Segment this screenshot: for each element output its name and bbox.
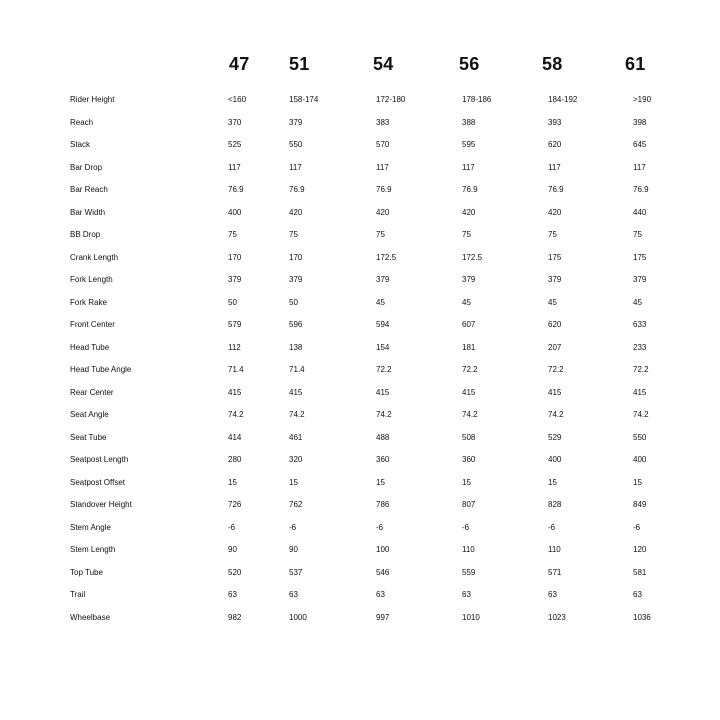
table-cell: 607 xyxy=(462,320,476,329)
table-cell: 828 xyxy=(548,500,562,509)
table-cell: 45 xyxy=(633,297,642,307)
table-cell: 170 xyxy=(228,252,242,262)
row-label: Stack xyxy=(70,140,91,149)
table-cell: 550 xyxy=(633,432,647,442)
table-cell: 546 xyxy=(376,567,390,577)
table-cell: 50 xyxy=(228,297,237,307)
table-row xyxy=(0,340,720,356)
table-cell: 117 xyxy=(462,162,475,172)
table-cell: 398 xyxy=(633,117,647,127)
table-cell: 379 xyxy=(548,275,562,284)
size-heading: 51 xyxy=(289,54,310,74)
table-cell: 154 xyxy=(376,342,390,352)
table-cell: <160 xyxy=(228,95,247,104)
table-cell: 72.2 xyxy=(633,365,649,374)
table-cell: 63 xyxy=(462,590,471,599)
table-cell: 414 xyxy=(228,432,242,442)
table-cell: 415 xyxy=(289,387,303,397)
table-cell: 595 xyxy=(462,140,476,149)
row-label: Wheelbase xyxy=(70,612,111,622)
table-row xyxy=(0,182,720,198)
table-row xyxy=(0,227,720,243)
table-cell: 74.2 xyxy=(633,410,649,419)
table-cell: 461 xyxy=(289,432,303,442)
table-cell: 71.4 xyxy=(289,365,305,374)
table-cell: 440 xyxy=(633,207,647,217)
table-cell: 594 xyxy=(376,320,390,329)
table-row xyxy=(0,160,720,176)
row-label: Fork Rake xyxy=(70,297,107,307)
table-cell: 74.2 xyxy=(228,410,244,419)
table-cell: 420 xyxy=(548,207,562,217)
table-cell: 982 xyxy=(228,612,242,622)
table-row xyxy=(0,272,720,288)
row-label: Rear Center xyxy=(70,387,114,397)
table-cell: 50 xyxy=(289,297,298,307)
table-cell: 138 xyxy=(289,342,303,352)
table-cell: 76.9 xyxy=(289,185,305,194)
table-cell: 529 xyxy=(548,432,562,442)
table-row xyxy=(0,115,720,131)
table-cell: 15 xyxy=(633,477,642,487)
table-cell: 571 xyxy=(548,567,562,577)
table-cell: 117 xyxy=(633,162,646,172)
table-cell: 393 xyxy=(548,117,562,127)
table-cell: 379 xyxy=(633,275,647,284)
table-cell: 117 xyxy=(376,162,389,172)
table-cell: 633 xyxy=(633,320,647,329)
table-row xyxy=(0,317,720,333)
table-cell: 233 xyxy=(633,342,647,352)
table-cell: 74.2 xyxy=(289,410,305,419)
table-cell: 762 xyxy=(289,500,303,509)
table-cell: 726 xyxy=(228,500,242,509)
table-cell: 383 xyxy=(376,117,390,127)
table-cell: -6 xyxy=(462,522,470,532)
table-cell: -6 xyxy=(633,522,641,532)
table-cell: 71.4 xyxy=(228,365,244,374)
table-cell: 90 xyxy=(228,545,237,554)
table-row xyxy=(0,137,720,153)
size-heading: 58 xyxy=(542,54,563,74)
table-cell: 181 xyxy=(462,342,476,352)
table-cell: 508 xyxy=(462,432,476,442)
table-cell: 1000 xyxy=(289,612,307,622)
table-cell: 172.5 xyxy=(462,252,483,262)
table-cell: 400 xyxy=(633,455,647,464)
table-cell: 76.9 xyxy=(228,185,244,194)
row-label: Front Center xyxy=(70,320,115,329)
table-cell: 117 xyxy=(228,162,241,172)
table-cell: 537 xyxy=(289,567,303,577)
table-cell: 175 xyxy=(633,252,647,262)
table-row xyxy=(0,407,720,423)
table-cell: 620 xyxy=(548,320,562,329)
table-cell: 997 xyxy=(376,612,390,622)
table-row xyxy=(0,92,720,108)
size-heading: 54 xyxy=(373,54,394,74)
table-cell: 15 xyxy=(462,477,471,487)
table-cell: -6 xyxy=(376,522,384,532)
size-heading: 56 xyxy=(459,54,480,74)
table-cell: 415 xyxy=(228,387,242,397)
table-cell: 415 xyxy=(462,387,476,397)
table-row xyxy=(0,497,720,513)
table-cell: 207 xyxy=(548,342,562,352)
table-cell: 110 xyxy=(548,545,561,554)
table-cell: 388 xyxy=(462,117,476,127)
table-cell: -6 xyxy=(228,522,236,532)
table-cell: 525 xyxy=(228,140,242,149)
table-cell: 63 xyxy=(376,590,385,599)
table-cell: 379 xyxy=(228,275,242,284)
table-cell: 559 xyxy=(462,567,476,577)
table-cell: 570 xyxy=(376,140,390,149)
table-cell: 72.2 xyxy=(548,365,564,374)
table-cell: 63 xyxy=(289,590,298,599)
row-label: Fork Length xyxy=(70,275,113,284)
table-row xyxy=(0,250,720,266)
table-cell: 75 xyxy=(289,230,298,239)
table-row xyxy=(0,520,720,536)
table-cell: 1010 xyxy=(462,612,480,622)
table-cell: 184-192 xyxy=(548,95,578,104)
table-cell: 400 xyxy=(228,207,242,217)
table-cell: 379 xyxy=(376,275,390,284)
row-label: Bar Drop xyxy=(70,162,103,172)
size-header-row xyxy=(0,54,720,80)
table-cell: 15 xyxy=(289,477,298,487)
table-cell: 15 xyxy=(376,477,385,487)
table-cell: 786 xyxy=(376,500,390,509)
table-cell: 15 xyxy=(228,477,237,487)
row-label: Reach xyxy=(70,117,94,127)
table-row xyxy=(0,205,720,221)
table-cell: 420 xyxy=(462,207,476,217)
table-cell: 76.9 xyxy=(462,185,478,194)
table-cell: 45 xyxy=(462,297,471,307)
table-cell: 849 xyxy=(633,500,647,509)
table-cell: 75 xyxy=(228,230,237,239)
table-cell: 75 xyxy=(462,230,471,239)
row-label: Seat Tube xyxy=(70,432,107,442)
table-cell: 620 xyxy=(548,140,562,149)
table-cell: 280 xyxy=(228,455,242,464)
table-row xyxy=(0,565,720,581)
table-cell: 370 xyxy=(228,117,242,127)
table-cell: 1023 xyxy=(548,612,566,622)
row-label: BB Drop xyxy=(70,230,101,239)
table-cell: 75 xyxy=(376,230,385,239)
table-cell: 110 xyxy=(462,545,475,554)
table-cell: 63 xyxy=(633,590,642,599)
table-cell: 112 xyxy=(228,342,241,352)
table-cell: 415 xyxy=(548,387,562,397)
row-label: Bar Reach xyxy=(70,185,108,194)
table-cell: 120 xyxy=(633,545,647,554)
table-cell: 420 xyxy=(376,207,390,217)
table-cell: 100 xyxy=(376,545,390,554)
table-cell: 158-174 xyxy=(289,95,319,104)
table-cell: 172-180 xyxy=(376,95,406,104)
table-cell: 1036 xyxy=(633,612,651,622)
row-label: Standover Height xyxy=(70,500,132,509)
table-cell: 360 xyxy=(376,455,390,464)
table-cell: 74.2 xyxy=(462,410,478,419)
table-cell: >190 xyxy=(633,95,652,104)
size-heading: 47 xyxy=(229,54,250,74)
row-label: Seatpost Offset xyxy=(70,477,125,487)
row-label: Seatpost Length xyxy=(70,455,129,464)
table-cell: 415 xyxy=(376,387,390,397)
table-cell: 76.9 xyxy=(633,185,649,194)
table-cell: 520 xyxy=(228,567,242,577)
table-cell: 117 xyxy=(548,162,561,172)
table-cell: 63 xyxy=(548,590,557,599)
table-cell: 90 xyxy=(289,545,298,554)
table-cell: 581 xyxy=(633,567,647,577)
row-label: Head Tube Angle xyxy=(70,365,132,374)
table-cell: 807 xyxy=(462,500,476,509)
table-cell: 63 xyxy=(228,590,237,599)
table-cell: 170 xyxy=(289,252,303,262)
row-label: Stem Angle xyxy=(70,522,111,532)
size-heading: 61 xyxy=(625,54,646,74)
table-cell: 488 xyxy=(376,432,390,442)
table-row xyxy=(0,295,720,311)
table-cell: 45 xyxy=(548,297,557,307)
table-row xyxy=(0,610,720,626)
table-cell: 45 xyxy=(376,297,385,307)
table-cell: 76.9 xyxy=(376,185,392,194)
table-row xyxy=(0,452,720,468)
row-label: Head Tube xyxy=(70,342,110,352)
table-row xyxy=(0,430,720,446)
table-row xyxy=(0,362,720,378)
table-cell: 596 xyxy=(289,320,303,329)
table-cell: 15 xyxy=(548,477,557,487)
row-label: Bar Width xyxy=(70,207,106,217)
table-cell: 172.5 xyxy=(376,252,397,262)
table-cell: 320 xyxy=(289,455,303,464)
row-label: Crank Length xyxy=(70,252,119,262)
row-label: Trail xyxy=(70,590,86,599)
table-cell: 76.9 xyxy=(548,185,564,194)
table-cell: 178-186 xyxy=(462,95,492,104)
table-cell: 175 xyxy=(548,252,562,262)
table-cell: 379 xyxy=(462,275,476,284)
table-cell: -6 xyxy=(289,522,297,532)
table-cell: 74.2 xyxy=(376,410,392,419)
table-row xyxy=(0,542,720,558)
table-cell: 72.2 xyxy=(376,365,392,374)
row-label: Top Tube xyxy=(70,567,103,577)
table-cell: 74.2 xyxy=(548,410,564,419)
table-row xyxy=(0,475,720,491)
table-cell: -6 xyxy=(548,522,556,532)
table-cell: 379 xyxy=(289,117,303,127)
table-cell: 75 xyxy=(633,230,642,239)
table-cell: 550 xyxy=(289,140,303,149)
row-label: Stem Length xyxy=(70,545,116,554)
table-cell: 579 xyxy=(228,320,242,329)
table-row xyxy=(0,385,720,401)
row-label: Seat Angle xyxy=(70,410,109,419)
table-cell: 360 xyxy=(462,455,476,464)
table-cell: 117 xyxy=(289,162,302,172)
table-cell: 420 xyxy=(289,207,303,217)
table-cell: 400 xyxy=(548,455,562,464)
table-cell: 72.2 xyxy=(462,365,478,374)
table-cell: 75 xyxy=(548,230,557,239)
row-label: Rider Height xyxy=(70,95,115,104)
table-cell: 415 xyxy=(633,387,647,397)
table-row xyxy=(0,587,720,603)
table-cell: 379 xyxy=(289,275,303,284)
table-cell: 645 xyxy=(633,140,647,149)
